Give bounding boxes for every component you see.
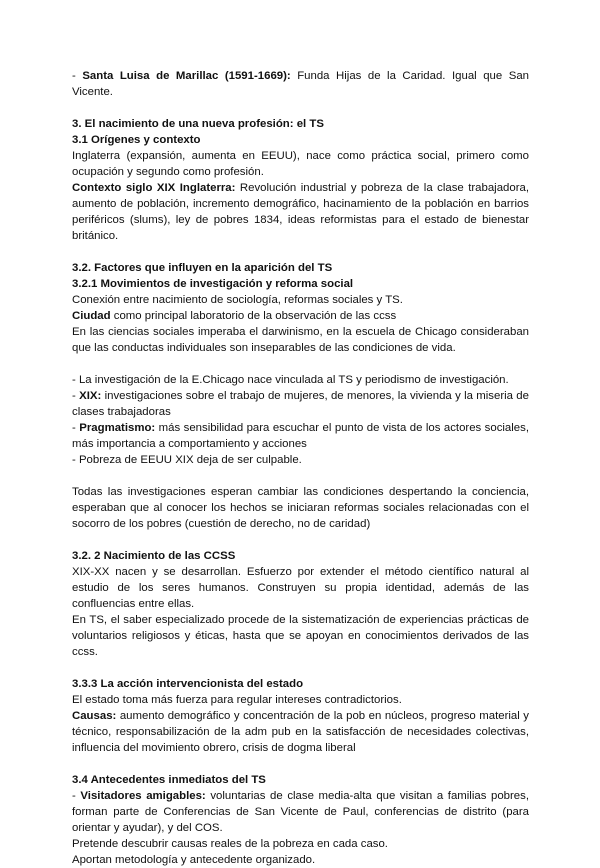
section-3-2-1-paragraph-2: [72, 308, 529, 324]
section-3-3-3-paragraph-2: [72, 708, 529, 756]
section-3-2-2-paragraph-1: XIX-XX nacen y se desarrollan. Esfuerzo por extender el método científico natural al estudio de los seres humanos. Construyen su propia identidad, además de las confluencias entre ellas.: [72, 566, 529, 610]
section-3-1-paragraph-1: Inglaterra (expansión, aumenta en EEUU), nace como práctica social, primero como ocupación y segundo como profesión.: [72, 150, 529, 178]
section-3-1-paragraph-2: [72, 180, 529, 244]
section-3-heading: 3. El nacimiento de una nueva profesión: el TS: [72, 118, 324, 130]
ciudad-bold: Ciudad: [72, 310, 111, 322]
list-item: [72, 788, 529, 836]
list-item-rest: voluntarias de clase media-alta que visitan a familias pobres, forman parte de Conferencias de San Vicente de Paul, conferencias de distrito (para orientar y ayudar), y del COS.: [72, 790, 529, 834]
causas-bold: Causas:: [72, 710, 117, 722]
section-3-4-paragraph-1: Pretende descubrir causas reales de la pobreza en cada caso.: [72, 838, 388, 850]
section-3-2-2-paragraph-2: En TS, el saber especializado procede de la sistematización de experiencias prácticas de voluntarios religiosos y éticas, hasta que se apoyan en conocimientos derivados de las ccss.: [72, 614, 529, 658]
context-rest: Revolución industrial y pobreza de la clase trabajadora, aumento de población, incremento demográfico, hacinamiento de la población en barrios periféricos (slums), ley de pobres 1834, ideas reformistas para el estado de bienestar británico.: [72, 182, 529, 242]
section-3-3-3-paragraph-1: El estado toma más fuerza para regular intereses contradictorios.: [72, 694, 402, 706]
list-item-rest: investigaciones sobre el trabajo de mujeres, de menores, la vivienda y la miseria de clases trabajadoras: [72, 390, 529, 418]
section-3-2-2-heading: 3.2. 2 Nacimiento de las CCSS: [72, 550, 236, 562]
list-item-rest: más sensibilidad para escuchar el punto de vista de los actores sociales, más importancia a comportamiento y acciones: [72, 422, 529, 450]
section-3-4-heading: 3.4 Antecedentes inmediatos del TS: [72, 774, 266, 786]
section-3-2-1-paragraph-1: Conexión entre nacimiento de sociología, reformas sociales y TS.: [72, 294, 403, 306]
ciudad-rest: como principal laboratorio de la observación de las ccss: [110, 310, 397, 322]
list-item-bold: Pragmatismo:: [79, 422, 156, 434]
list-item-lead: -: [72, 422, 80, 434]
list-item: [72, 420, 529, 452]
context-bold: Contexto siglo XIX Inglaterra:: [72, 182, 236, 194]
list-item: [72, 388, 529, 420]
document-page: [72, 68, 529, 868]
list-item-lead: -: [72, 790, 81, 802]
intro-paragraph: [72, 68, 529, 100]
section-3-2-1-paragraph-3: En las ciencias sociales imperaba el darwinismo, en la escuela de Chicago consideraban que las conductas individuales son inseparables de las condiciones de vida.: [72, 326, 529, 354]
intro-bold: Santa Luisa de Marillac (1591-1669):: [82, 70, 291, 82]
list-item-lead: -: [72, 390, 80, 402]
section-3-1-heading: 3.1 Orígenes y contexto: [72, 134, 201, 146]
list-item-bold: XIX:: [79, 390, 102, 402]
intro-rest: Funda Hijas de la Caridad. Igual que San Vicente.: [72, 70, 529, 98]
section-3-2-1-paragraph-4: Todas las investigaciones esperan cambiar las condiciones despertando la conciencia, esperaban que al conocer los hechos se iniciaran reformas sociales relacionadas con el socorro de los pobres (cuestión de derecho, no de caridad): [72, 486, 529, 530]
section-3-2-heading: 3.2. Factores que influyen en la aparición del TS: [72, 262, 333, 274]
list-item-bold: Visitadores amigables:: [80, 790, 206, 802]
section-3-3-3-heading: 3.3.3 La acción intervencionista del estado: [72, 678, 304, 690]
section-3-2-1-heading: 3.2.1 Movimientos de investigación y reforma social: [72, 278, 354, 290]
list-item: - La investigación de la E.Chicago nace vinculada al TS y periodismo de investigación.: [72, 374, 509, 386]
causas-rest: aumento demográfico y concentración de la pob en núcleos, progreso material y técnico, responsabilización de la adm pub en la satisfacción de necesidades colectivas, influencia del movimiento obrero, crisis de dogma liberal: [72, 710, 529, 754]
list-item: - Pobreza de EEUU XIX deja de ser culpable.: [72, 454, 302, 466]
section-3-4-paragraph-2: Aportan metodología y antecedente organizado.: [72, 854, 316, 866]
intro-lead: -: [72, 70, 83, 82]
